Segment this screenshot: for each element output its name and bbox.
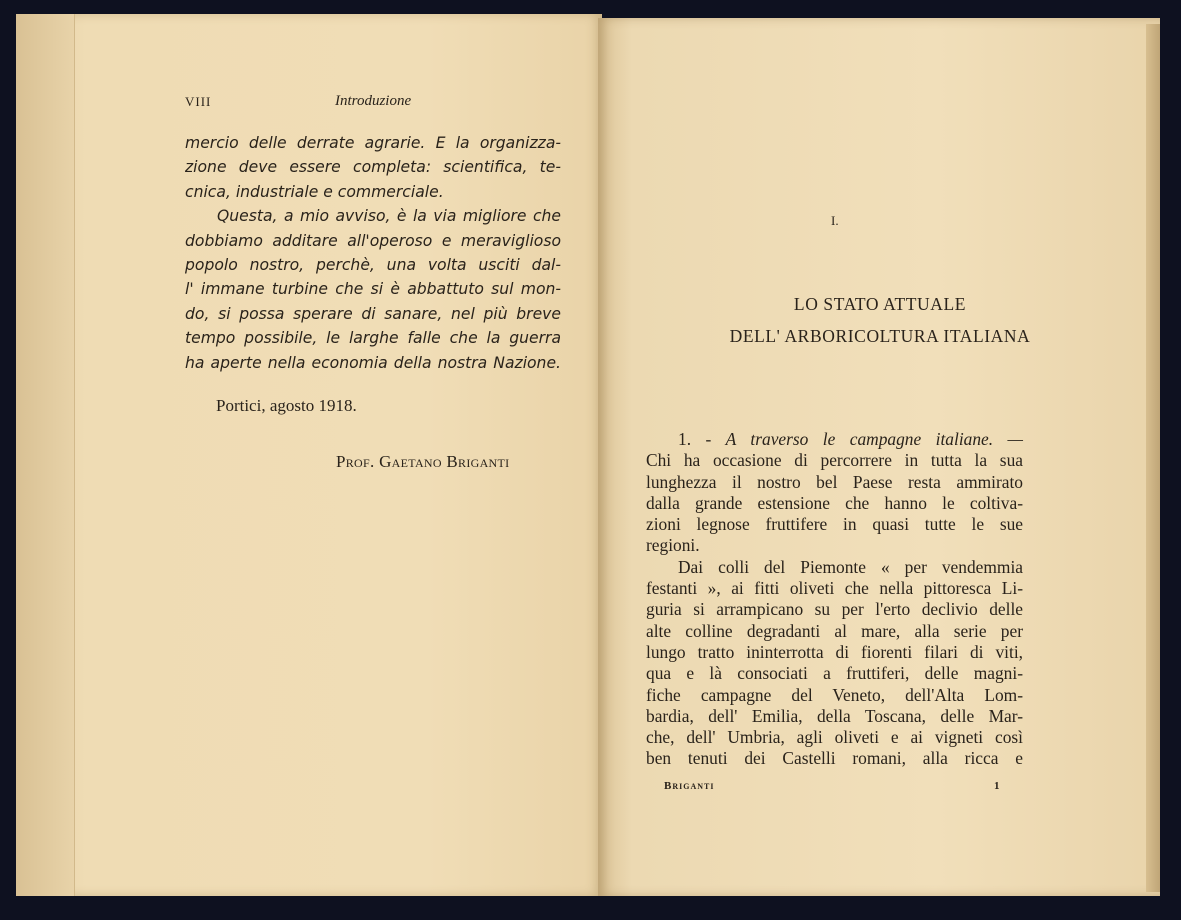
text-line: bardia, dell' Emilia, della Toscana, delle Mar- <box>646 705 1023 726</box>
chapter-title-line-2: DELL' ARBORICOLTURA ITALIANA <box>729 326 1031 346</box>
text-line: lunghezza il nostro bel Paese resta ammirato <box>646 471 1023 492</box>
text-line: zioni legnose fruttifere in quasi tutte le sue <box>646 514 1023 535</box>
running-head: Introduzione <box>335 93 412 109</box>
text-line: alte colline degradanti al mare, alla serie per <box>646 620 1023 641</box>
section-heading: 1. - A traverso le campagne italiane. — <box>678 429 1023 449</box>
text-line: dalla grande estensione che hanno le coltiva- <box>646 492 1023 513</box>
text-line: tempo possibile, le larghe falle che la guerra <box>185 329 561 348</box>
left-page-number: VIII <box>185 94 212 109</box>
left-body-text <box>185 131 561 375</box>
text-line: qua e là consociati a fruttiferi, delle magni- <box>646 663 1023 684</box>
right-page-number: 1 <box>994 780 1000 792</box>
right-body-text <box>646 429 1023 770</box>
author-signature: Prof. Gaetano Briganti <box>336 452 510 471</box>
text-line: lungo tratto ininterrotta di fiorenti filari di viti, <box>646 641 1023 662</box>
text-line: ha aperte nella economia della nostra Nazione. <box>185 353 561 372</box>
text-line: ben tenuti dei Castelli romani, alla ricca e <box>646 748 1023 769</box>
text-line: Questa, a mio avviso, è la via migliore che <box>217 207 561 226</box>
signature-mark: Briganti <box>664 780 715 792</box>
text-line: festanti », ai fitti oliveti che nella pittoresca Li- <box>646 578 1023 599</box>
text-line: regioni. <box>646 535 700 556</box>
left-page-edge <box>16 14 75 896</box>
text-line: zione deve essere completa: scientifica, te- <box>185 158 561 177</box>
text-line: do, si possa sperare di sanare, nel più breve <box>185 304 561 323</box>
text-line: popolo nostro, perchè, una volta usciti dal- <box>185 256 561 275</box>
text-line: guria si arrampicano su per l'erto declivio delle <box>646 599 1023 620</box>
text-line: che, dell' Umbria, agli oliveti e ai vigneti così <box>646 727 1023 748</box>
text-line: Chi ha occasione di percorrere in tutta la sua <box>646 450 1023 471</box>
text-line: fiche campagne del Veneto, dell'Alta Lom- <box>646 684 1023 705</box>
text-line: cnica, industriale e commerciale. <box>185 182 444 201</box>
text-line: dobbiamo additare all'operoso e meraviglioso <box>185 231 561 250</box>
chapter-title-line-1: LO STATO ATTUALE <box>793 294 967 314</box>
text-line: l' immane turbine che si è abbattuto sul mon- <box>185 280 561 299</box>
right-page-edge <box>1146 24 1160 892</box>
text-line: Dai colli del Piemonte « per vendemmia <box>678 556 1023 577</box>
text-line: mercio delle derrate agrarie. E la organizza- <box>185 134 561 152</box>
chapter-number: I. <box>831 213 839 228</box>
place-date: Portici, agosto 1918. <box>216 396 357 415</box>
